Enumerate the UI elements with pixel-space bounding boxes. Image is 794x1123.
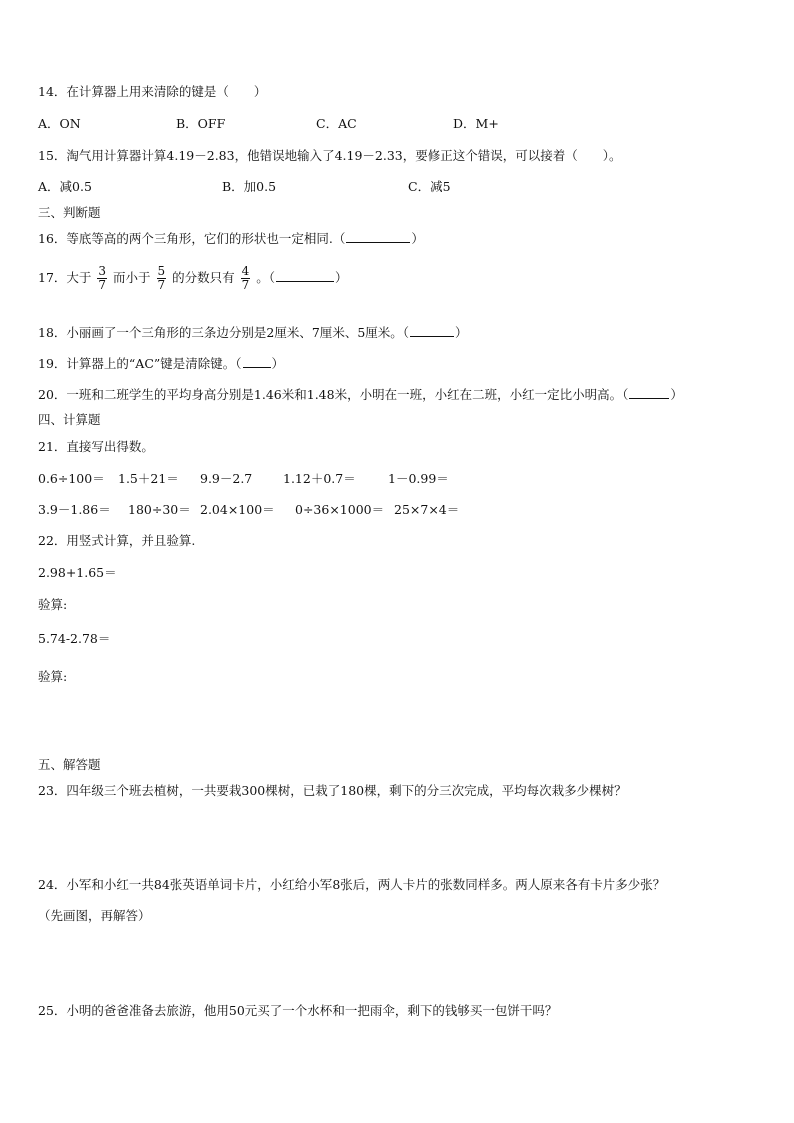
close-paren: ）: [670, 387, 683, 402]
close-paren: ）: [335, 270, 348, 285]
fraction-4-7: [241, 265, 251, 292]
calc-item: 0÷36×1000＝: [295, 502, 385, 517]
question-14-text: 14．在计算器上用来清除的键是（ ）: [38, 84, 267, 99]
vertical-calc-expr-1: 2.98+1.65＝: [38, 565, 117, 580]
question-18: [38, 323, 468, 341]
close-paren: ）: [411, 231, 424, 246]
question-14: [38, 82, 266, 100]
section-heading-word-problems: 五、解答题: [38, 757, 101, 772]
question-23: 23．四年级三个班去植树，一共要栽300棵树，已栽了180棵，剩下的分三次完成，平均每次栽多少棵树？: [38, 783, 627, 798]
check-label-2: 验算:: [38, 669, 68, 684]
calc-item: 1.12＋0.7＝: [283, 471, 356, 486]
question-21: 21．直接写出得数。: [38, 439, 154, 454]
calc-item: 3.9－1.86＝: [38, 502, 111, 517]
vertical-calc-expr-2: 5.74-2.78＝: [38, 631, 111, 646]
denominator: 7: [241, 278, 250, 292]
q14-option-c: C．AC: [316, 116, 357, 131]
q14-option-d: D．M+: [453, 116, 499, 131]
question-17: [38, 265, 348, 292]
denominator: 7: [98, 278, 107, 292]
question-16-text: 16．等底等高的两个三角形，它们的形状也一定相同.（: [38, 231, 346, 246]
answer-blank[interactable]: [410, 324, 454, 337]
answer-blank[interactable]: [346, 230, 410, 243]
question-19: [38, 354, 284, 372]
question-25: 25．小明的爸爸准备去旅游，他用50元买了一个水杯和一把雨伞，剩下的钱够买一包饼干吗？: [38, 1003, 558, 1018]
q14-option-b: B．OFF: [176, 116, 226, 131]
question-24-note: （先画图，再解答）: [38, 908, 151, 923]
question-17-suffix: 。（: [256, 270, 276, 285]
check-label-1: 验算:: [38, 597, 68, 612]
answer-blank[interactable]: [276, 269, 334, 282]
q14-option-a: A．ON: [38, 116, 81, 131]
calc-item: 1－0.99＝: [388, 471, 449, 486]
question-17-prefix: 17．大于: [38, 270, 92, 285]
close-paren: ）: [271, 356, 285, 371]
denominator: 7: [157, 278, 166, 292]
calc-item: 9.9－2.7: [200, 471, 253, 486]
section-heading-judgment: 三、判断题: [38, 205, 101, 220]
question-15-text: 15．淘气用计算器计算4.19－2.83，他错误地输入了4.19－2.33，要修正这个错误，可以接着（ ）。: [38, 148, 622, 163]
question-18-text: 18．小丽画了一个三角形的三条边分别是2厘米、7厘米、5厘米。（: [38, 325, 410, 340]
calc-item: 25×7×4＝: [394, 502, 460, 517]
question-15: [38, 146, 622, 164]
q15-option-a: A．减0.5: [38, 179, 92, 194]
question-24: 24．小军和小红一共84张英语单词卡片，小红给小军8张后，两人卡片的张数同样多。两人原来各有卡片多少张？: [38, 877, 666, 892]
q15-option-c: C．减5: [408, 179, 451, 194]
q15-option-b: B．加0.5: [222, 179, 277, 194]
calc-item: 0.6÷100＝: [38, 471, 105, 486]
fraction-5-7: [157, 265, 167, 292]
numerator: 3: [98, 264, 107, 278]
question-20-text: 20．一班和二班学生的平均身高分别是1.46米和1.48米，小明在一班，小红在二班，小红一定比小明高。（: [38, 387, 629, 402]
question-16: [38, 229, 424, 247]
answer-blank[interactable]: [243, 355, 271, 368]
section-heading-calculation: 四、计算题: [38, 412, 101, 427]
calc-item: 2.04×100＝: [200, 502, 275, 517]
question-20: [38, 385, 683, 403]
fraction-3-7: [97, 265, 107, 292]
answer-blank[interactable]: [629, 386, 669, 399]
calc-item: 180÷30＝: [128, 502, 191, 517]
calc-item: 1.5＋21＝: [118, 471, 179, 486]
question-17-mid: 而小于: [113, 270, 151, 285]
question-17-mid2: 的分数只有: [172, 270, 235, 285]
numerator: 5: [157, 264, 166, 278]
close-paren: ）: [455, 325, 468, 340]
question-19-text: 19．计算器上的“AC”键是清除键。（: [38, 356, 242, 371]
question-22: 22．用竖式计算，并且验算.: [38, 533, 196, 548]
numerator: 4: [241, 264, 250, 278]
